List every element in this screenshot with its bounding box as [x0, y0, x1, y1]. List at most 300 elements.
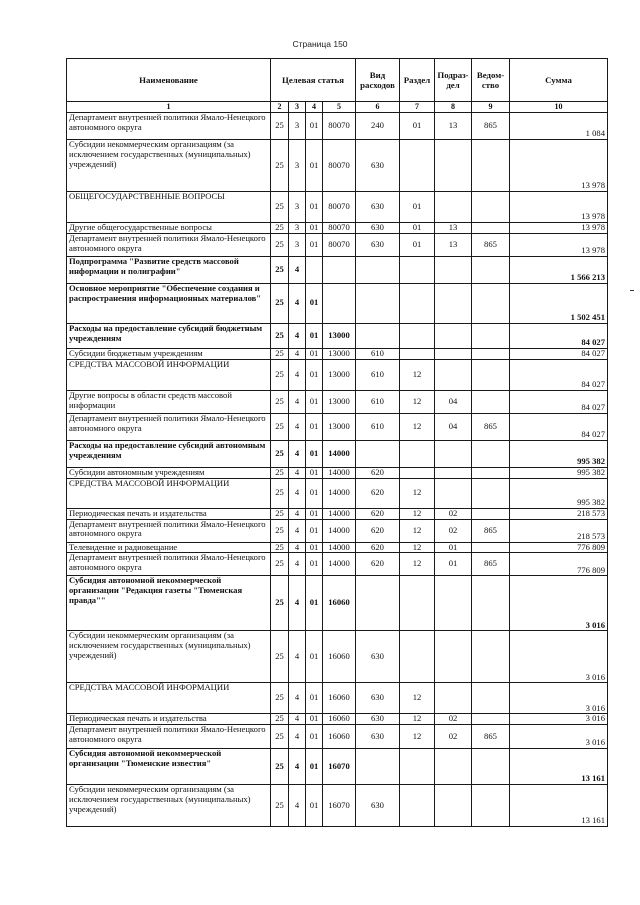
row-sum: 84 027 [510, 359, 608, 390]
row-target-a: 25 [271, 508, 289, 519]
row-podrazdel: 02 [435, 725, 472, 749]
row-target-b: 4 [289, 440, 306, 467]
row-vid: 630 [356, 683, 400, 714]
budget-table [66, 58, 608, 827]
margin-mark [630, 290, 634, 291]
row-vid: 610 [356, 348, 400, 359]
row-target-a: 25 [271, 348, 289, 359]
row-sum: 13 978 [510, 140, 608, 192]
row-target-d: 13000 [323, 413, 356, 440]
row-target-c: 01 [306, 192, 323, 223]
row-podrazdel [435, 323, 472, 348]
row-target-b: 4 [289, 359, 306, 390]
row-sum: 84 027 [510, 390, 608, 413]
row-target-a: 25 [271, 413, 289, 440]
row-target-a: 25 [271, 785, 289, 827]
row-podrazdel [435, 283, 472, 323]
row-target-c [306, 256, 323, 283]
row-name: Субсидии автономным учреждениям [67, 467, 271, 478]
row-target-b: 4 [289, 413, 306, 440]
row-razdel: 01 [400, 192, 435, 223]
row-target-d: 14000 [323, 478, 356, 508]
col-number: 2 [271, 102, 289, 113]
row-target-b: 3 [289, 223, 306, 234]
row-vid: 630 [356, 725, 400, 749]
row-podrazdel [435, 192, 472, 223]
row-podrazdel: 13 [435, 113, 472, 140]
row-sum: 1 566 213 [510, 256, 608, 283]
row-sum: 3 016 [510, 714, 608, 725]
row-name: Периодическая печать и издательства [67, 508, 271, 519]
row-vedomstvo [472, 508, 510, 519]
row-name: СРЕДСТВА МАССОВОЙ ИНФОРМАЦИИ [67, 359, 271, 390]
row-name: Субсидии некоммерческим организациям (за исключением государственных (муниципальных) учреждений) [67, 785, 271, 827]
col-number: 5 [323, 102, 356, 113]
row-podrazdel [435, 467, 472, 478]
row-podrazdel [435, 631, 472, 683]
row-target-d [323, 283, 356, 323]
table-row [67, 348, 608, 359]
row-vedomstvo [472, 390, 510, 413]
row-target-c: 01 [306, 140, 323, 192]
row-vedomstvo [472, 683, 510, 714]
row-vedomstvo [472, 256, 510, 283]
row-podrazdel [435, 576, 472, 631]
row-vedomstvo [472, 223, 510, 234]
row-sum: 1 502 451 [510, 283, 608, 323]
row-sum: 84 027 [510, 323, 608, 348]
row-target-c: 01 [306, 519, 323, 542]
row-podrazdel: 04 [435, 413, 472, 440]
row-target-d: 16060 [323, 576, 356, 631]
row-podrazdel [435, 785, 472, 827]
row-razdel: 12 [400, 519, 435, 542]
row-sum: 776 809 [510, 553, 608, 576]
table-row [67, 631, 608, 683]
row-target-a: 25 [271, 113, 289, 140]
row-vid: 630 [356, 785, 400, 827]
row-target-a: 25 [271, 359, 289, 390]
row-target-a: 25 [271, 725, 289, 749]
row-target-c: 01 [306, 542, 323, 553]
row-razdel [400, 140, 435, 192]
col-header-vid: Вид расходов [356, 59, 400, 102]
row-target-b: 4 [289, 283, 306, 323]
row-target-d: 14000 [323, 508, 356, 519]
row-target-c: 01 [306, 233, 323, 256]
row-podrazdel: 02 [435, 714, 472, 725]
row-razdel [400, 440, 435, 467]
table-row [67, 553, 608, 576]
row-target-b: 4 [289, 348, 306, 359]
row-name: Субсидии некоммерческим организациям (за исключением государственных (муниципальных) учреждений) [67, 631, 271, 683]
row-name: Субсидии некоммерческим организациям (за исключением государственных (муниципальных) учреждений) [67, 140, 271, 192]
row-vedomstvo [472, 323, 510, 348]
row-vid: 630 [356, 140, 400, 192]
row-sum: 84 027 [510, 413, 608, 440]
row-name: Расходы на предоставление субсидий бюджетным учреждениям [67, 323, 271, 348]
row-sum: 995 382 [510, 440, 608, 467]
row-target-b: 4 [289, 508, 306, 519]
row-sum: 3 016 [510, 725, 608, 749]
col-number: 3 [289, 102, 306, 113]
row-vedomstvo: 865 [472, 725, 510, 749]
row-razdel: 12 [400, 725, 435, 749]
row-target-d: 80070 [323, 113, 356, 140]
page-header: Страница 150 [292, 39, 348, 49]
row-razdel: 12 [400, 413, 435, 440]
row-sum: 995 382 [510, 478, 608, 508]
row-target-a: 25 [271, 519, 289, 542]
row-podrazdel [435, 683, 472, 714]
row-target-d: 13000 [323, 323, 356, 348]
row-target-a: 25 [271, 542, 289, 553]
row-vid: 630 [356, 192, 400, 223]
row-target-a: 25 [271, 683, 289, 714]
row-sum: 84 027 [510, 348, 608, 359]
row-razdel: 12 [400, 714, 435, 725]
table-row [67, 440, 608, 467]
row-target-c: 01 [306, 413, 323, 440]
row-target-b: 3 [289, 140, 306, 192]
table-row [67, 113, 608, 140]
row-target-d: 14000 [323, 467, 356, 478]
row-vid: 620 [356, 467, 400, 478]
row-sum: 3 016 [510, 576, 608, 631]
row-sum: 218 573 [510, 508, 608, 519]
row-vid: 610 [356, 359, 400, 390]
table-row [67, 192, 608, 223]
row-target-d: 80070 [323, 223, 356, 234]
row-vid: 630 [356, 631, 400, 683]
table-row [67, 256, 608, 283]
table-row [67, 359, 608, 390]
row-podrazdel: 01 [435, 553, 472, 576]
row-razdel: 01 [400, 113, 435, 140]
row-vedomstvo [472, 467, 510, 478]
row-name: Подпрограмма "Развитие средств массовой информации и полиграфии" [67, 256, 271, 283]
table-row [67, 725, 608, 749]
row-podrazdel [435, 256, 472, 283]
row-vid: 630 [356, 223, 400, 234]
row-vid [356, 576, 400, 631]
row-podrazdel [435, 140, 472, 192]
row-target-a: 25 [271, 576, 289, 631]
row-razdel: 12 [400, 359, 435, 390]
row-razdel [400, 348, 435, 359]
row-target-d: 13000 [323, 348, 356, 359]
row-vid: 630 [356, 714, 400, 725]
row-vedomstvo [472, 140, 510, 192]
row-target-b: 3 [289, 113, 306, 140]
row-vedomstvo: 865 [472, 553, 510, 576]
row-razdel [400, 283, 435, 323]
row-podrazdel [435, 478, 472, 508]
col-number: 7 [400, 102, 435, 113]
row-podrazdel: 13 [435, 223, 472, 234]
row-vedomstvo [472, 749, 510, 785]
row-target-c: 01 [306, 323, 323, 348]
row-target-d: 13000 [323, 359, 356, 390]
row-target-c: 01 [306, 113, 323, 140]
row-vedomstvo [472, 192, 510, 223]
row-razdel [400, 323, 435, 348]
row-sum: 13 161 [510, 749, 608, 785]
table-row [67, 519, 608, 542]
row-name: ОБЩЕГОСУДАРСТВЕННЫЕ ВОПРОСЫ [67, 192, 271, 223]
row-vedomstvo [472, 440, 510, 467]
row-sum: 218 573 [510, 519, 608, 542]
row-target-c: 01 [306, 725, 323, 749]
row-target-c: 01 [306, 283, 323, 323]
row-name: Основное мероприятие "Обеспечение создания и распространения информационных материалов" [67, 283, 271, 323]
col-number: 9 [472, 102, 510, 113]
row-podrazdel: 01 [435, 542, 472, 553]
row-vid: 240 [356, 113, 400, 140]
row-target-a: 25 [271, 631, 289, 683]
row-name: Телевидение и радиовещание [67, 542, 271, 553]
row-vedomstvo [472, 283, 510, 323]
row-razdel [400, 785, 435, 827]
table-row [67, 714, 608, 725]
row-vid: 620 [356, 519, 400, 542]
row-target-c: 01 [306, 553, 323, 576]
row-name: Расходы на предоставление субсидий автономным учреждениям [67, 440, 271, 467]
row-vid: 620 [356, 553, 400, 576]
col-number: 8 [435, 102, 472, 113]
row-podrazdel: 02 [435, 508, 472, 519]
row-target-a: 25 [271, 390, 289, 413]
row-vedomstvo [472, 542, 510, 553]
row-vedomstvo [472, 478, 510, 508]
row-vid: 610 [356, 390, 400, 413]
table-row [67, 467, 608, 478]
row-target-a: 25 [271, 714, 289, 725]
row-target-a: 25 [271, 192, 289, 223]
row-podrazdel [435, 348, 472, 359]
row-razdel [400, 749, 435, 785]
row-target-b: 4 [289, 631, 306, 683]
row-target-b: 4 [289, 576, 306, 631]
row-vid [356, 749, 400, 785]
row-sum: 995 382 [510, 467, 608, 478]
row-razdel: 12 [400, 553, 435, 576]
col-header-target: Целевая статья [271, 59, 356, 102]
row-vid: 620 [356, 508, 400, 519]
table-row [67, 323, 608, 348]
row-target-c: 01 [306, 631, 323, 683]
row-target-a: 25 [271, 440, 289, 467]
row-target-d [323, 256, 356, 283]
row-name: Субсидия автономной некоммерческой организации "Тюменские известия" [67, 749, 271, 785]
row-target-b: 4 [289, 714, 306, 725]
row-name: Департамент внутренней политики Ямало-Ненецкого автономного округа [67, 233, 271, 256]
row-sum: 3 016 [510, 631, 608, 683]
table-row [67, 683, 608, 714]
row-target-c: 01 [306, 390, 323, 413]
row-vid: 620 [356, 478, 400, 508]
row-razdel [400, 576, 435, 631]
row-vid [356, 283, 400, 323]
row-sum: 776 809 [510, 542, 608, 553]
row-target-a: 25 [271, 140, 289, 192]
row-name: Периодическая печать и издательства [67, 714, 271, 725]
row-razdel: 12 [400, 542, 435, 553]
row-razdel: 01 [400, 223, 435, 234]
row-podrazdel [435, 359, 472, 390]
row-target-d: 80070 [323, 192, 356, 223]
row-target-d: 16070 [323, 785, 356, 827]
row-target-a: 25 [271, 478, 289, 508]
col-header-podrazdel: Подраз-дел [435, 59, 472, 102]
row-vid [356, 256, 400, 283]
row-vedomstvo: 865 [472, 113, 510, 140]
row-target-a: 25 [271, 233, 289, 256]
row-target-d: 16070 [323, 749, 356, 785]
row-vid [356, 440, 400, 467]
row-target-b: 3 [289, 233, 306, 256]
row-target-d: 16060 [323, 683, 356, 714]
row-name: СРЕДСТВА МАССОВОЙ ИНФОРМАЦИИ [67, 683, 271, 714]
row-name: Департамент внутренней политики Ямало-Ненецкого автономного округа [67, 519, 271, 542]
row-target-b: 4 [289, 390, 306, 413]
row-target-a: 25 [271, 749, 289, 785]
table-row [67, 140, 608, 192]
col-header-vedomstvo: Ведом-ство [472, 59, 510, 102]
row-podrazdel [435, 749, 472, 785]
row-vid [356, 323, 400, 348]
row-vid: 610 [356, 413, 400, 440]
row-name: Департамент внутренней политики Ямало-Ненецкого автономного округа [67, 413, 271, 440]
row-vedomstvo [472, 631, 510, 683]
row-target-b: 4 [289, 725, 306, 749]
row-target-b: 4 [289, 785, 306, 827]
table-row [67, 223, 608, 234]
row-target-c: 01 [306, 576, 323, 631]
col-header-summa: Сумма [510, 59, 608, 102]
row-target-d: 80070 [323, 233, 356, 256]
row-podrazdel: 04 [435, 390, 472, 413]
row-name: Другие вопросы в области средств массовой информации [67, 390, 271, 413]
row-target-b: 4 [289, 467, 306, 478]
row-target-a: 25 [271, 467, 289, 478]
row-razdel [400, 631, 435, 683]
row-razdel: 01 [400, 233, 435, 256]
row-razdel [400, 467, 435, 478]
row-razdel: 12 [400, 683, 435, 714]
row-sum: 13 978 [510, 223, 608, 234]
row-target-c: 01 [306, 467, 323, 478]
row-razdel: 12 [400, 508, 435, 519]
col-number: 6 [356, 102, 400, 113]
row-razdel: 12 [400, 390, 435, 413]
row-target-c: 01 [306, 348, 323, 359]
row-podrazdel: 02 [435, 519, 472, 542]
row-sum: 1 084 [510, 113, 608, 140]
row-sum: 13 978 [510, 192, 608, 223]
row-sum: 13 161 [510, 785, 608, 827]
row-target-b: 4 [289, 553, 306, 576]
table-row [67, 478, 608, 508]
row-vedomstvo: 865 [472, 519, 510, 542]
row-vedomstvo [472, 576, 510, 631]
row-vedomstvo [472, 359, 510, 390]
row-vedomstvo: 865 [472, 233, 510, 256]
row-target-d: 16060 [323, 631, 356, 683]
row-name: Субсидия автономной некоммерческой организации "Редакция газеты "Тюменская правда"" [67, 576, 271, 631]
row-podrazdel: 13 [435, 233, 472, 256]
column-number-row [67, 102, 608, 113]
row-podrazdel [435, 440, 472, 467]
row-target-b: 4 [289, 519, 306, 542]
col-header-razdel: Раздел [400, 59, 435, 102]
row-name: Департамент внутренней политики Ямало-Ненецкого автономного округа [67, 725, 271, 749]
row-target-b: 4 [289, 749, 306, 785]
table-row [67, 749, 608, 785]
table-row [67, 283, 608, 323]
table-row [67, 785, 608, 827]
row-sum: 13 978 [510, 233, 608, 256]
row-target-c: 01 [306, 440, 323, 467]
row-target-d: 13000 [323, 390, 356, 413]
row-vedomstvo [472, 714, 510, 725]
row-target-d: 16060 [323, 714, 356, 725]
row-name: Департамент внутренней политики Ямало-Ненецкого автономного округа [67, 113, 271, 140]
row-target-b: 4 [289, 683, 306, 714]
col-number: 10 [510, 102, 608, 113]
row-target-c: 01 [306, 749, 323, 785]
table-row [67, 233, 608, 256]
row-name: СРЕДСТВА МАССОВОЙ ИНФОРМАЦИИ [67, 478, 271, 508]
row-name: Субсидии бюджетным учреждениям [67, 348, 271, 359]
table-row [67, 542, 608, 553]
row-target-a: 25 [271, 223, 289, 234]
row-vedomstvo [472, 348, 510, 359]
row-target-c: 01 [306, 223, 323, 234]
row-target-c: 01 [306, 683, 323, 714]
row-target-d: 14000 [323, 542, 356, 553]
row-target-b: 3 [289, 192, 306, 223]
table-row [67, 390, 608, 413]
row-target-a: 25 [271, 323, 289, 348]
col-number: 1 [67, 102, 271, 113]
row-vid: 630 [356, 233, 400, 256]
row-vedomstvo [472, 785, 510, 827]
row-target-d: 14000 [323, 519, 356, 542]
row-target-b: 4 [289, 323, 306, 348]
row-razdel [400, 256, 435, 283]
row-target-b: 4 [289, 542, 306, 553]
row-target-a: 25 [271, 256, 289, 283]
row-target-c: 01 [306, 478, 323, 508]
table-row [67, 508, 608, 519]
row-target-d: 80070 [323, 140, 356, 192]
row-target-d: 14000 [323, 440, 356, 467]
row-name: Департамент внутренней политики Ямало-Ненецкого автономного округа [67, 553, 271, 576]
row-name: Другие общегосударственные вопросы [67, 223, 271, 234]
row-target-c: 01 [306, 359, 323, 390]
table-row [67, 576, 608, 631]
row-target-b: 4 [289, 478, 306, 508]
table-row [67, 413, 608, 440]
row-target-c: 01 [306, 508, 323, 519]
row-vid: 620 [356, 542, 400, 553]
row-vedomstvo: 865 [472, 413, 510, 440]
row-target-a: 25 [271, 553, 289, 576]
row-target-d: 16060 [323, 725, 356, 749]
row-target-a: 25 [271, 283, 289, 323]
col-number: 4 [306, 102, 323, 113]
